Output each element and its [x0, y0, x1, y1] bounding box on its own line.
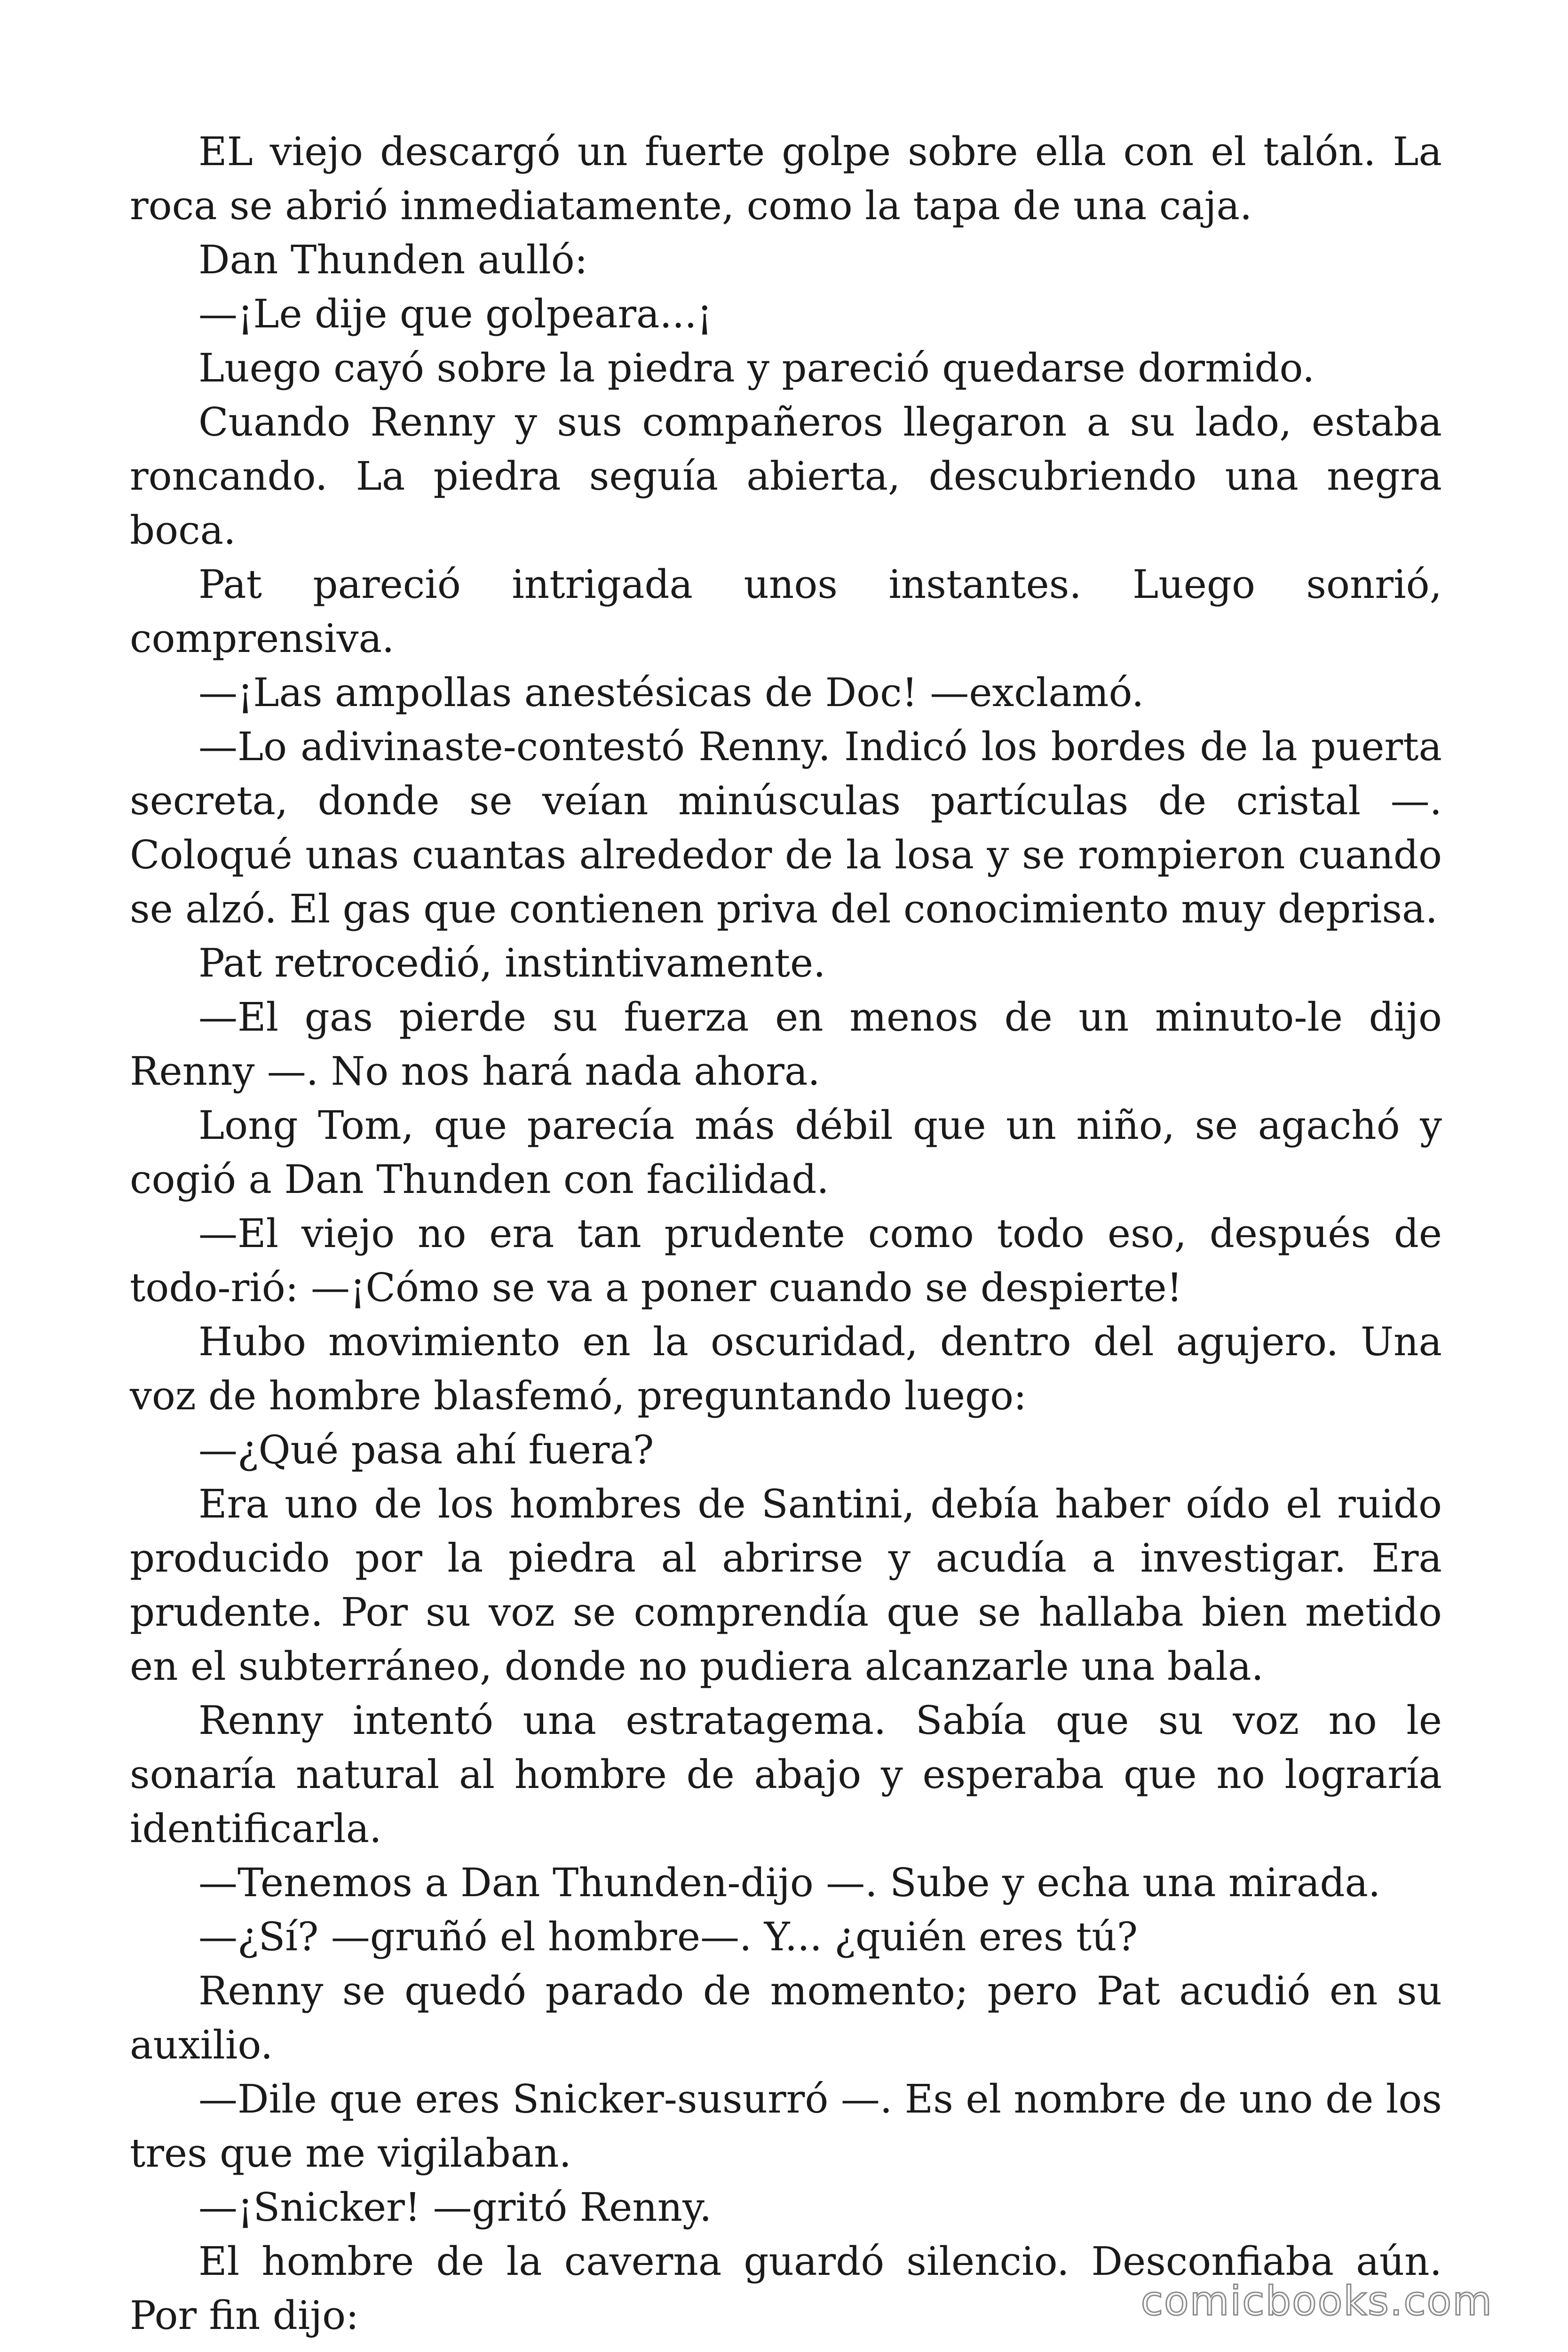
paragraph: El hombre de la caverna guardó silencio. Desconfiaba aún. Por fin dijo:: [130, 2239, 1442, 2338]
paragraph: —Lo adivinaste-contestó Renny. Indicó los bordes de la puerta secreta, donde se veían minúsculas partículas de cristal —. Coloqué unas cuantas alrededor de la losa y se rompieron cuando se alzó. El gas que contienen priva del conocimiento muy deprisa.: [130, 724, 1442, 932]
paragraph: —Tenemos a Dan Thunden-dijo —. Sube y echa una mirada.: [198, 1860, 1381, 1906]
paragraph: —Dile que eres Snicker-susurró —. Es el nombre de uno de los tres que me vigilaban.: [130, 2076, 1442, 2176]
paragraph: Era uno de los hombres de Santini, debía haber oído el ruido producido por la piedra al abrirse y acudía a investigar. Era prudente. Por su voz se comprendía que se hallaba bien metido en el subterráneo, donde no pudiera alcanzarle una bala.: [130, 1481, 1442, 1689]
watermark: comicbooks.com: [1140, 2278, 1493, 2325]
paragraph: Renny se quedó parado de momento; pero Pat acudió en su auxilio.: [130, 1968, 1442, 2068]
paragraph: —¡Las ampollas anestésicas de Doc! —exclamó.: [198, 670, 1144, 715]
paragraph: —¡Snicker! —gritó Renny.: [198, 2185, 712, 2230]
paragraph: Long Tom, que parecía más débil que un niño, se agachó y cogió a Dan Thunden con facilidad.: [130, 1103, 1442, 1202]
paragraph: —¿Qué pasa ahí fuera?: [198, 1427, 654, 1473]
paragraph: Cuando Renny y sus compañeros llegaron a su lado, estaba roncando. La piedra seguía abierta, descubriendo una negra boca.: [130, 399, 1442, 553]
paragraph: Pat pareció intrigada unos instantes. Luego sonrió, comprensiva.: [130, 562, 1442, 661]
paragraph: Hubo movimiento en la oscuridad, dentro del agujero. Una voz de hombre blasfemó, preguntando luego:: [130, 1319, 1442, 1419]
paragraph: —El gas pierde su fuerza en menos de un minuto-le dijo Renny —. No nos hará nada ahora.: [130, 994, 1442, 1094]
body-text: [130, 125, 1442, 2343]
paragraph: Renny intentó una estratagema. Sabía que su voz no le sonaría natural al hombre de abajo y esperaba que no lograría identificarla.: [130, 1698, 1442, 1851]
paragraph: —El viejo no era tan prudente como todo eso, después de todo-rió: —¡Cómo se va a poner cuando se despierte!: [130, 1211, 1442, 1311]
paragraph: —¿Sí? —gruñó el hombre—. Y... ¿quién eres tú?: [198, 1914, 1138, 1960]
paragraph: Dan Thunden aulló:: [198, 237, 588, 283]
paragraph: Luego cayó sobre la piedra y pareció quedarse dormido.: [198, 345, 1315, 391]
paragraph: Pat retrocedió, instintivamente.: [198, 940, 826, 986]
paragraph: —¡Le dije que golpeara...¡: [198, 291, 713, 337]
paragraph: EL viejo descargó un fuerte golpe sobre ella con el talón. La roca se abrió inmediatamente, como la tapa de una caja.: [130, 129, 1442, 229]
